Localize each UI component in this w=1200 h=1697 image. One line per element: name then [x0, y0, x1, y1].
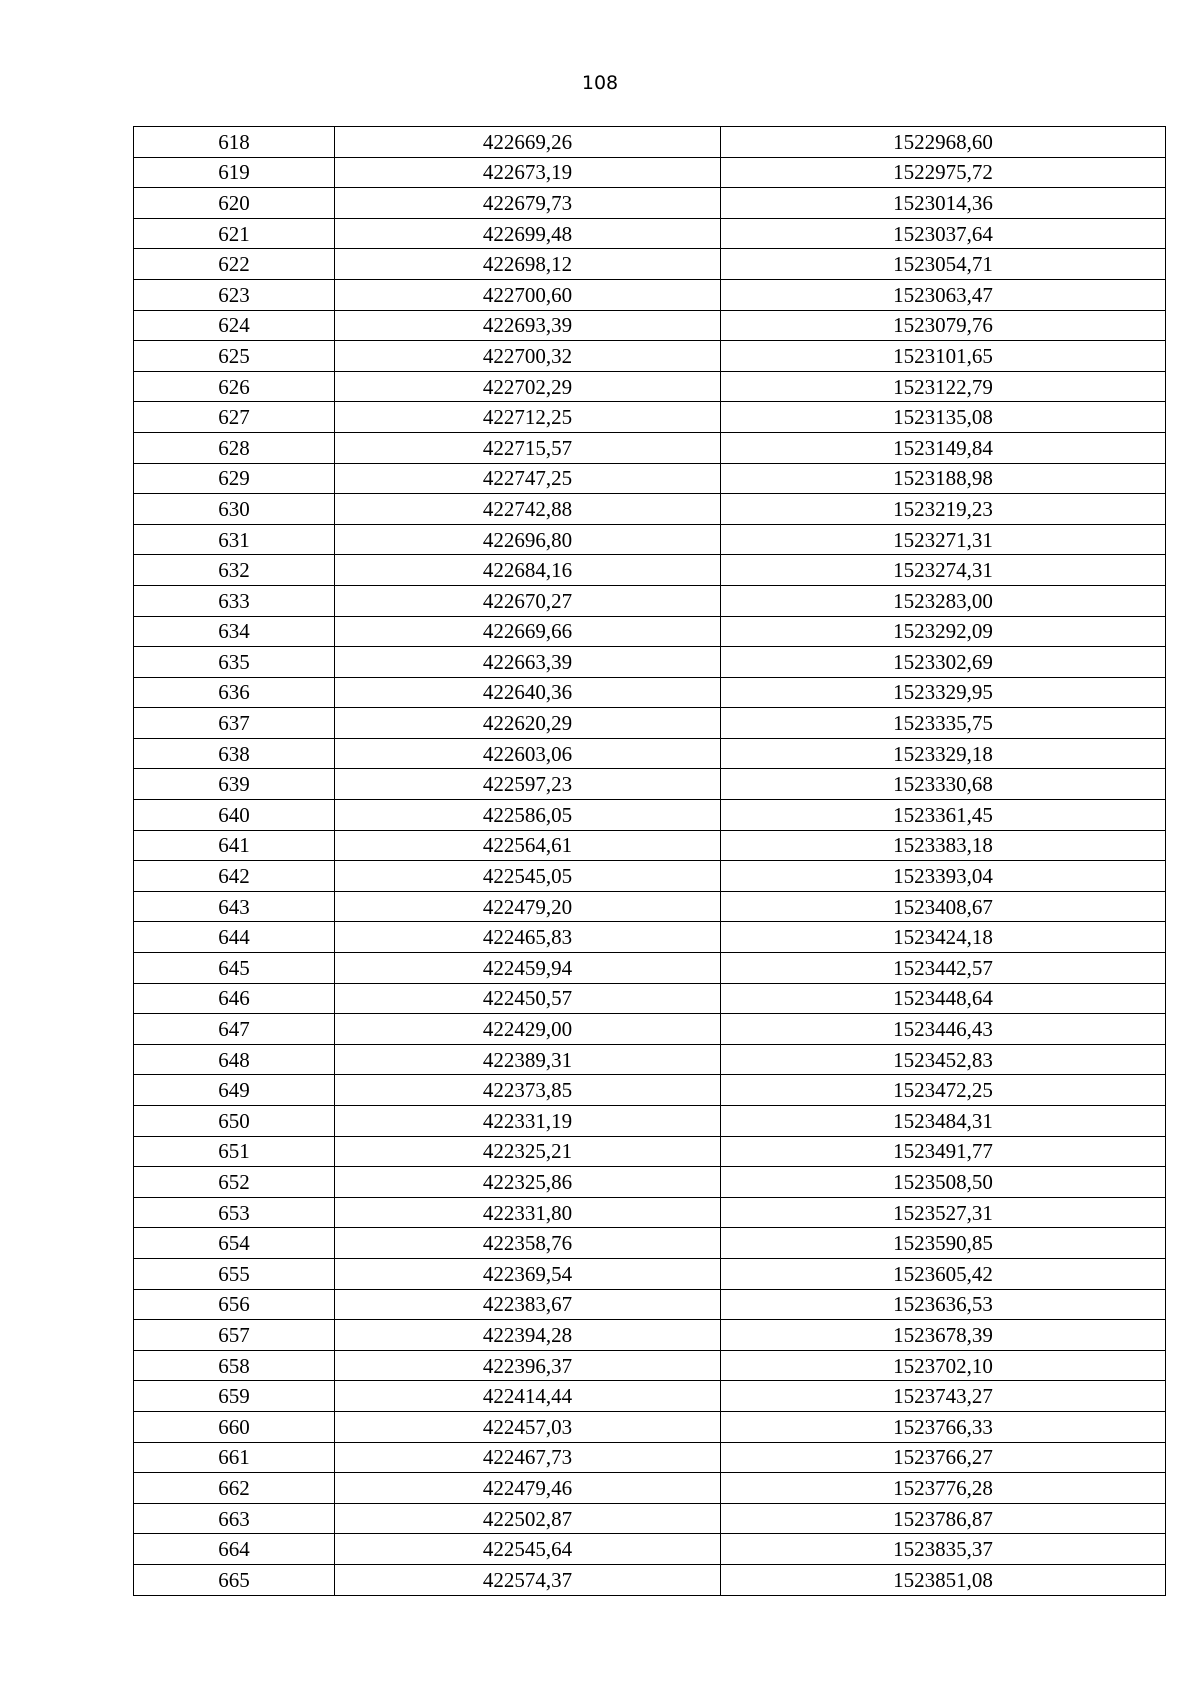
x-coordinate-cell: 422467,73 [335, 1442, 721, 1473]
page-number: 108 [581, 72, 619, 94]
table-row [134, 1564, 1166, 1595]
x-coordinate-cell: 422684,16 [335, 555, 721, 586]
table-row [134, 830, 1166, 861]
table-row [134, 524, 1166, 555]
table-row [134, 1381, 1166, 1412]
table-row [134, 279, 1166, 310]
table-row [134, 769, 1166, 800]
y-coordinate-cell: 1523135,08 [721, 402, 1166, 433]
table-row [134, 1075, 1166, 1106]
y-coordinate-cell: 1523302,69 [721, 647, 1166, 678]
x-coordinate-cell: 422479,20 [335, 891, 721, 922]
y-coordinate-cell: 1523101,65 [721, 341, 1166, 372]
x-coordinate-cell: 422669,26 [335, 127, 721, 158]
table-row [134, 1136, 1166, 1167]
point-number-cell: 659 [134, 1381, 335, 1412]
point-number-cell: 624 [134, 310, 335, 341]
table-row [134, 983, 1166, 1014]
table-row [134, 1106, 1166, 1137]
table-row [134, 922, 1166, 953]
coordinates-table [133, 126, 1166, 1596]
y-coordinate-cell: 1523442,57 [721, 953, 1166, 984]
x-coordinate-cell: 422465,83 [335, 922, 721, 953]
x-coordinate-cell: 422670,27 [335, 585, 721, 616]
y-coordinate-cell: 1523054,71 [721, 249, 1166, 280]
point-number-cell: 640 [134, 800, 335, 831]
table-row [134, 585, 1166, 616]
y-coordinate-cell: 1522968,60 [721, 127, 1166, 158]
y-coordinate-cell: 1523329,95 [721, 677, 1166, 708]
table-row [134, 188, 1166, 219]
table-row [134, 1411, 1166, 1442]
point-number-cell: 641 [134, 830, 335, 861]
y-coordinate-cell: 1523702,10 [721, 1350, 1166, 1381]
x-coordinate-cell: 422747,25 [335, 463, 721, 494]
y-coordinate-cell: 1523743,27 [721, 1381, 1166, 1412]
x-coordinate-cell: 422640,36 [335, 677, 721, 708]
y-coordinate-cell: 1523605,42 [721, 1258, 1166, 1289]
x-coordinate-cell: 422597,23 [335, 769, 721, 800]
point-number-cell: 657 [134, 1320, 335, 1351]
table-row [134, 1534, 1166, 1565]
table-row [134, 1473, 1166, 1504]
y-coordinate-cell: 1523424,18 [721, 922, 1166, 953]
table-row [134, 953, 1166, 984]
table-row [134, 800, 1166, 831]
point-number-cell: 661 [134, 1442, 335, 1473]
y-coordinate-cell: 1523383,18 [721, 830, 1166, 861]
y-coordinate-cell: 1523014,36 [721, 188, 1166, 219]
y-coordinate-cell: 1523766,27 [721, 1442, 1166, 1473]
x-coordinate-cell: 422698,12 [335, 249, 721, 280]
y-coordinate-cell: 1523590,85 [721, 1228, 1166, 1259]
table-row [134, 677, 1166, 708]
table-row [134, 1044, 1166, 1075]
table-row [134, 708, 1166, 739]
y-coordinate-cell: 1523329,18 [721, 738, 1166, 769]
point-number-cell: 621 [134, 218, 335, 249]
x-coordinate-cell: 422325,21 [335, 1136, 721, 1167]
table-row [134, 1014, 1166, 1045]
point-number-cell: 665 [134, 1564, 335, 1595]
y-coordinate-cell: 1523448,64 [721, 983, 1166, 1014]
x-coordinate-cell: 422564,61 [335, 830, 721, 861]
y-coordinate-cell: 1523835,37 [721, 1534, 1166, 1565]
y-coordinate-cell: 1523149,84 [721, 432, 1166, 463]
point-number-cell: 642 [134, 861, 335, 892]
x-coordinate-cell: 422389,31 [335, 1044, 721, 1075]
x-coordinate-cell: 422574,37 [335, 1564, 721, 1595]
point-number-cell: 630 [134, 494, 335, 525]
point-number-cell: 664 [134, 1534, 335, 1565]
y-coordinate-cell: 1523472,25 [721, 1075, 1166, 1106]
point-number-cell: 636 [134, 677, 335, 708]
point-number-cell: 625 [134, 341, 335, 372]
point-number-cell: 651 [134, 1136, 335, 1167]
y-coordinate-cell: 1523446,43 [721, 1014, 1166, 1045]
y-coordinate-cell: 1523063,47 [721, 279, 1166, 310]
x-coordinate-cell: 422450,57 [335, 983, 721, 1014]
point-number-cell: 643 [134, 891, 335, 922]
x-coordinate-cell: 422331,19 [335, 1106, 721, 1137]
y-coordinate-cell: 1523393,04 [721, 861, 1166, 892]
table-row [134, 1167, 1166, 1198]
table-row [134, 1228, 1166, 1259]
point-number-cell: 620 [134, 188, 335, 219]
table-row [134, 1289, 1166, 1320]
x-coordinate-cell: 422673,19 [335, 157, 721, 188]
point-number-cell: 660 [134, 1411, 335, 1442]
x-coordinate-cell: 422429,00 [335, 1014, 721, 1045]
y-coordinate-cell: 1523271,31 [721, 524, 1166, 555]
y-coordinate-cell: 1523491,77 [721, 1136, 1166, 1167]
x-coordinate-cell: 422373,85 [335, 1075, 721, 1106]
point-number-cell: 652 [134, 1167, 335, 1198]
point-number-cell: 628 [134, 432, 335, 463]
table-row [134, 432, 1166, 463]
table-row [134, 494, 1166, 525]
y-coordinate-cell: 1523636,53 [721, 1289, 1166, 1320]
x-coordinate-cell: 422586,05 [335, 800, 721, 831]
y-coordinate-cell: 1523776,28 [721, 1473, 1166, 1504]
x-coordinate-cell: 422702,29 [335, 371, 721, 402]
point-number-cell: 653 [134, 1197, 335, 1228]
point-number-cell: 631 [134, 524, 335, 555]
y-coordinate-cell: 1523678,39 [721, 1320, 1166, 1351]
table-row [134, 861, 1166, 892]
y-coordinate-cell: 1523452,83 [721, 1044, 1166, 1075]
y-coordinate-cell: 1523361,45 [721, 800, 1166, 831]
point-number-cell: 629 [134, 463, 335, 494]
table-row [134, 1442, 1166, 1473]
x-coordinate-cell: 422700,60 [335, 279, 721, 310]
x-coordinate-cell: 422325,86 [335, 1167, 721, 1198]
y-coordinate-cell: 1523508,50 [721, 1167, 1166, 1198]
x-coordinate-cell: 422331,80 [335, 1197, 721, 1228]
x-coordinate-cell: 422679,73 [335, 188, 721, 219]
point-number-cell: 645 [134, 953, 335, 984]
point-number-cell: 635 [134, 647, 335, 678]
x-coordinate-cell: 422715,57 [335, 432, 721, 463]
y-coordinate-cell: 1523292,09 [721, 616, 1166, 647]
point-number-cell: 618 [134, 127, 335, 158]
y-coordinate-cell: 1523188,98 [721, 463, 1166, 494]
table-row [134, 738, 1166, 769]
x-coordinate-cell: 422358,76 [335, 1228, 721, 1259]
table-row [134, 341, 1166, 372]
x-coordinate-cell: 422394,28 [335, 1320, 721, 1351]
x-coordinate-cell: 422700,32 [335, 341, 721, 372]
x-coordinate-cell: 422502,87 [335, 1503, 721, 1534]
x-coordinate-cell: 422369,54 [335, 1258, 721, 1289]
table-row [134, 1503, 1166, 1534]
x-coordinate-cell: 422383,67 [335, 1289, 721, 1320]
table-row [134, 371, 1166, 402]
x-coordinate-cell: 422699,48 [335, 218, 721, 249]
y-coordinate-cell: 1522975,72 [721, 157, 1166, 188]
x-coordinate-cell: 422396,37 [335, 1350, 721, 1381]
y-coordinate-cell: 1523219,23 [721, 494, 1166, 525]
table-row [134, 310, 1166, 341]
table-row [134, 1350, 1166, 1381]
y-coordinate-cell: 1523484,31 [721, 1106, 1166, 1137]
x-coordinate-cell: 422545,05 [335, 861, 721, 892]
x-coordinate-cell: 422479,46 [335, 1473, 721, 1504]
table-row [134, 157, 1166, 188]
y-coordinate-cell: 1523330,68 [721, 769, 1166, 800]
point-number-cell: 658 [134, 1350, 335, 1381]
point-number-cell: 634 [134, 616, 335, 647]
y-coordinate-cell: 1523408,67 [721, 891, 1166, 922]
y-coordinate-cell: 1523037,64 [721, 218, 1166, 249]
table-row [134, 647, 1166, 678]
y-coordinate-cell: 1523122,79 [721, 371, 1166, 402]
point-number-cell: 638 [134, 738, 335, 769]
point-number-cell: 627 [134, 402, 335, 433]
table-row [134, 218, 1166, 249]
x-coordinate-cell: 422620,29 [335, 708, 721, 739]
table-row [134, 402, 1166, 433]
table-row [134, 891, 1166, 922]
point-number-cell: 655 [134, 1258, 335, 1289]
x-coordinate-cell: 422459,94 [335, 953, 721, 984]
y-coordinate-cell: 1523079,76 [721, 310, 1166, 341]
point-number-cell: 649 [134, 1075, 335, 1106]
table-row [134, 1258, 1166, 1289]
x-coordinate-cell: 422603,06 [335, 738, 721, 769]
y-coordinate-cell: 1523274,31 [721, 555, 1166, 586]
y-coordinate-cell: 1523766,33 [721, 1411, 1166, 1442]
point-number-cell: 637 [134, 708, 335, 739]
x-coordinate-cell: 422696,80 [335, 524, 721, 555]
point-number-cell: 650 [134, 1106, 335, 1137]
y-coordinate-cell: 1523283,00 [721, 585, 1166, 616]
x-coordinate-cell: 422545,64 [335, 1534, 721, 1565]
point-number-cell: 622 [134, 249, 335, 280]
coordinates-table-body [134, 127, 1166, 1596]
x-coordinate-cell: 422663,39 [335, 647, 721, 678]
point-number-cell: 623 [134, 279, 335, 310]
point-number-cell: 647 [134, 1014, 335, 1045]
table-row [134, 555, 1166, 586]
point-number-cell: 619 [134, 157, 335, 188]
x-coordinate-cell: 422669,66 [335, 616, 721, 647]
point-number-cell: 626 [134, 371, 335, 402]
x-coordinate-cell: 422693,39 [335, 310, 721, 341]
point-number-cell: 639 [134, 769, 335, 800]
point-number-cell: 663 [134, 1503, 335, 1534]
point-number-cell: 654 [134, 1228, 335, 1259]
y-coordinate-cell: 1523786,87 [721, 1503, 1166, 1534]
table-row [134, 463, 1166, 494]
point-number-cell: 646 [134, 983, 335, 1014]
y-coordinate-cell: 1523851,08 [721, 1564, 1166, 1595]
point-number-cell: 632 [134, 555, 335, 586]
point-number-cell: 648 [134, 1044, 335, 1075]
point-number-cell: 662 [134, 1473, 335, 1504]
point-number-cell: 656 [134, 1289, 335, 1320]
table-row [134, 249, 1166, 280]
table-row [134, 1197, 1166, 1228]
point-number-cell: 633 [134, 585, 335, 616]
table-row [134, 616, 1166, 647]
y-coordinate-cell: 1523527,31 [721, 1197, 1166, 1228]
x-coordinate-cell: 422742,88 [335, 494, 721, 525]
x-coordinate-cell: 422457,03 [335, 1411, 721, 1442]
x-coordinate-cell: 422414,44 [335, 1381, 721, 1412]
table-row [134, 1320, 1166, 1351]
point-number-cell: 644 [134, 922, 335, 953]
table-row [134, 127, 1166, 158]
x-coordinate-cell: 422712,25 [335, 402, 721, 433]
y-coordinate-cell: 1523335,75 [721, 708, 1166, 739]
